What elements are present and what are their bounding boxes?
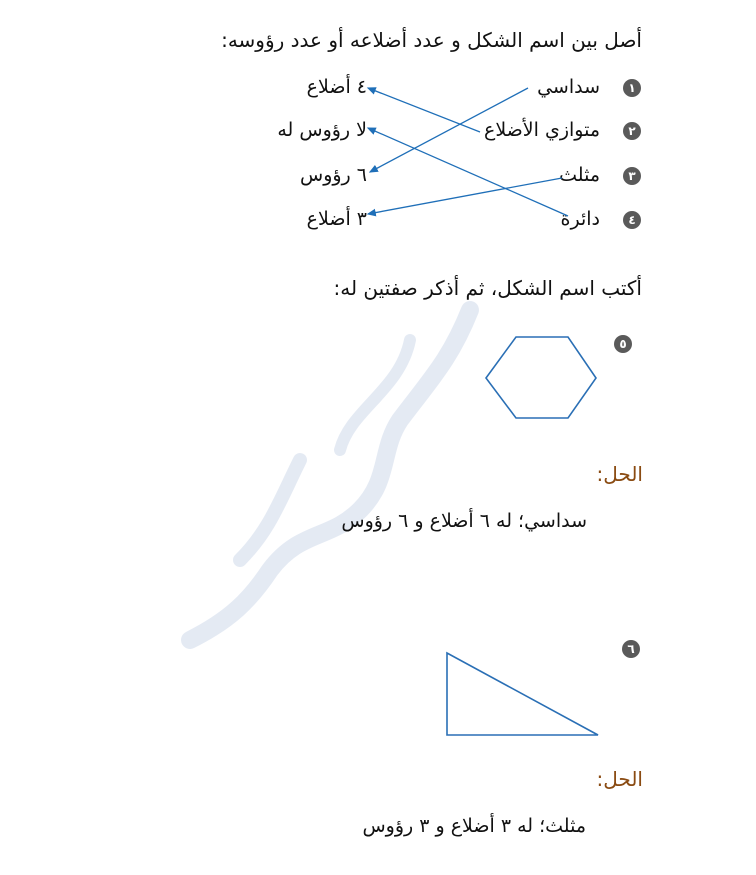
q5-number: ٥: [614, 335, 632, 353]
right-item-4: ٣ أضلاع: [306, 208, 367, 230]
match-line-triangle: [368, 178, 562, 214]
match-line-hexagon: [370, 88, 528, 172]
right-item-3: ٦ رؤوس: [300, 164, 367, 186]
left-item-3-number: ٣: [623, 167, 641, 185]
q6-solution-label: الحل:: [596, 767, 643, 791]
left-item-3-label: مثلث: [559, 164, 600, 186]
question-2-title: أكتب اسم الشكل، ثم أذكر صفتين له:: [333, 276, 642, 300]
left-item-2-number: ٢: [623, 122, 641, 140]
left-item-2-label: متوازي الأضلاع: [483, 119, 600, 141]
match-line-circle: [368, 128, 568, 216]
q6-answer: مثلث؛ له ٣ أضلاع و ٣ رؤوس: [362, 815, 586, 837]
q6-number: ٦: [622, 640, 640, 658]
left-item-1-label: سداسي: [537, 76, 600, 98]
hexagon-shape: [482, 334, 602, 424]
left-item-1-number: ١: [623, 79, 641, 97]
q5-solution-label: الحل:: [596, 462, 643, 486]
left-item-4-number: ٤: [623, 211, 641, 229]
match-line-parallelogram: [368, 88, 480, 132]
right-item-1: ٤ أضلاع: [306, 76, 367, 98]
left-item-4-label: دائرة: [560, 208, 600, 230]
triangle-shape: [444, 650, 604, 740]
q5-answer: سداسي؛ له ٦ أضلاع و ٦ رؤوس: [341, 510, 587, 532]
question-1-title: أصل بين اسم الشكل و عدد أضلاعه أو عدد رؤوسه:: [221, 28, 642, 52]
right-item-2: لا رؤوس له: [277, 119, 367, 141]
